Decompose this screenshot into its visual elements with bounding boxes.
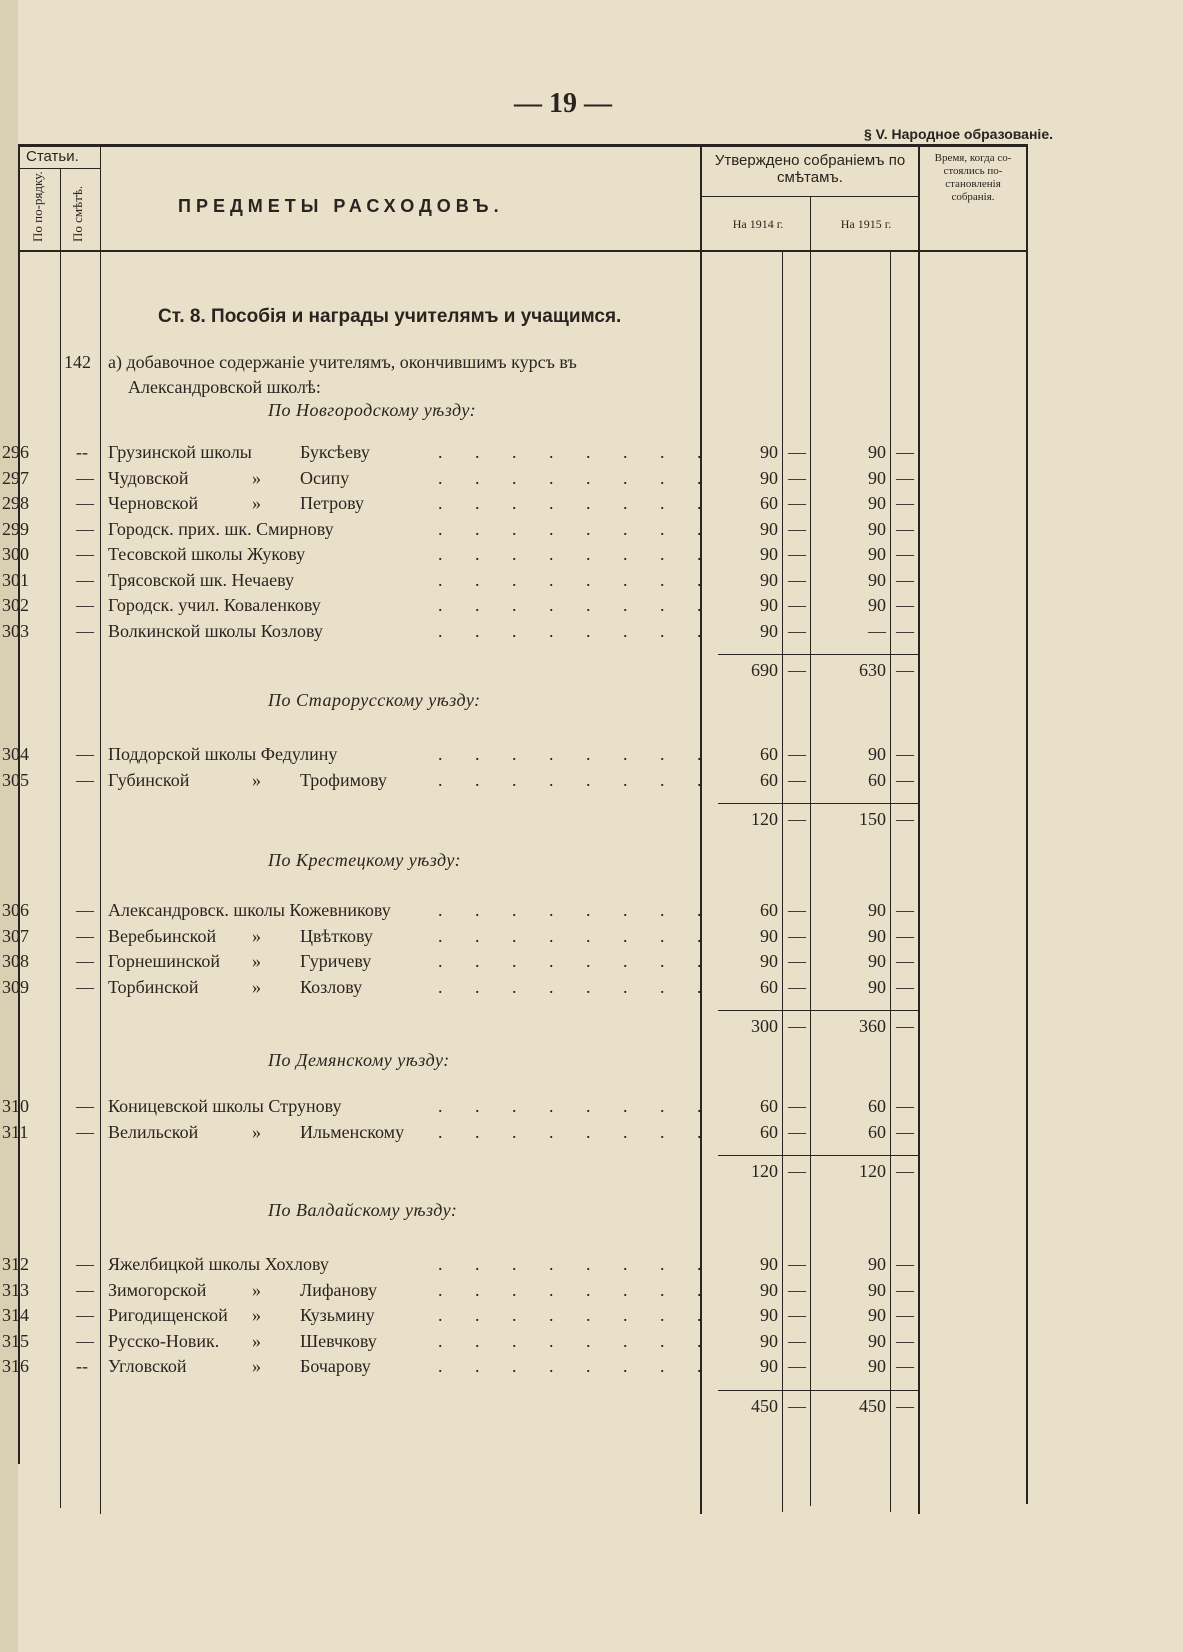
row-estimate-mark: — <box>76 925 94 946</box>
ditto-mark: » <box>252 1121 261 1142</box>
cents-1915: — <box>896 544 914 564</box>
cents-1915: — <box>896 900 914 920</box>
leader-dots: . . . . . . . . <box>438 620 716 641</box>
row-school: Трясовской шк. Нечаеву <box>108 569 294 590</box>
subtotal-cents-1914: — <box>788 1161 806 1181</box>
cents-1915: — <box>896 976 914 997</box>
value-1915: 90 <box>868 595 886 615</box>
table-row <box>2 951 1183 975</box>
table-row <box>2 1305 1183 1329</box>
value-1915: 90 <box>868 544 886 564</box>
cents-1914: — <box>788 769 806 790</box>
row-school: Коницевской школы Струнову <box>108 1096 342 1116</box>
cents-1915: — <box>896 744 914 764</box>
ditto-mark: » <box>252 769 261 790</box>
header-by-estimate: По смѣтѣ. <box>70 185 85 242</box>
cents-1915: — <box>896 518 914 539</box>
row-estimate-mark: — <box>76 900 94 920</box>
table-row <box>2 595 1183 619</box>
value-1915: 90 <box>868 900 886 920</box>
cents-1915: — <box>896 1279 914 1300</box>
row-school: Яжелбицкой школы Хохлову <box>108 1254 329 1274</box>
header-year-1914: На 1914 г. <box>732 217 784 231</box>
row-school: Губинской <box>108 769 190 790</box>
ditto-mark: » <box>252 925 261 946</box>
row-school: Зимогорской <box>108 1279 207 1300</box>
row-number: 310 <box>2 1096 29 1116</box>
cents-1915: — <box>896 769 914 790</box>
subtotal-1914: 450 <box>751 1395 778 1416</box>
leader-dots: . . . . . . . . <box>438 1121 716 1142</box>
row-number: 316 <box>2 1356 29 1376</box>
row-teacher: Лифанову <box>300 1279 378 1300</box>
value-1915: — <box>868 620 886 641</box>
cents-1914: — <box>788 900 806 920</box>
leader-dots: . . . . . . . . <box>438 467 716 488</box>
leader-dots: . . . . . . . . <box>438 951 716 971</box>
value-1914: 90 <box>760 467 778 488</box>
subtotal-rule <box>718 654 918 655</box>
row-number: 301 <box>2 569 29 590</box>
cents-1914: — <box>788 1356 806 1376</box>
subtotal-cents-1915: — <box>896 809 914 829</box>
leader-dots: . . . . . . . . <box>438 1356 716 1376</box>
subtotal-cents-1915: — <box>896 1395 914 1416</box>
row-estimate-mark: — <box>76 744 94 764</box>
subtotal-1914: 120 <box>751 809 778 829</box>
item-estimate-number: 142 <box>64 352 91 372</box>
cents-1915: — <box>896 595 914 615</box>
header-by-order: По по-рядку. <box>30 171 45 242</box>
row-teacher: Кузьмину <box>300 1305 375 1325</box>
subtotal-cents-1915: — <box>896 660 914 680</box>
leader-dots: . . . . . . . . <box>438 976 716 997</box>
table-row <box>2 620 1183 645</box>
ditto-mark: » <box>252 493 261 513</box>
subtotal-1914: 690 <box>751 660 778 680</box>
subtotal-cents-1915: — <box>896 1161 914 1181</box>
row-estimate-mark: -- <box>76 1356 88 1376</box>
row-estimate-mark: — <box>76 544 94 564</box>
cents-1914: — <box>788 951 806 971</box>
row-school: Русско-Новик. <box>108 1330 220 1351</box>
cents-1915: — <box>896 1330 914 1351</box>
subtotal-rule <box>718 1390 918 1391</box>
cents-1914: — <box>788 518 806 539</box>
table-row <box>2 442 1183 466</box>
row-estimate-mark: — <box>76 1305 94 1325</box>
subtotal-1915: 630 <box>859 660 886 680</box>
row-number: 313 <box>2 1279 29 1300</box>
row-estimate-mark: — <box>76 595 94 615</box>
row-school: Чудовской <box>108 467 189 488</box>
value-1914: 90 <box>760 1356 778 1376</box>
district-heading: По Крестецкому уѣзду: <box>268 850 462 870</box>
value-1915: 90 <box>868 1356 886 1376</box>
row-teacher: Козлову <box>300 976 363 997</box>
cents-1914: — <box>788 569 806 590</box>
row-estimate-mark: -- <box>76 442 88 462</box>
row-number: 314 <box>2 1305 29 1325</box>
row-teacher: Трофимову <box>300 769 387 790</box>
leader-dots: . . . . . . . . <box>438 769 716 790</box>
leader-dots: . . . . . . . . <box>438 1279 716 1300</box>
cents-1915: — <box>896 1356 914 1376</box>
row-school: Тесовской школы Жукову <box>108 544 306 564</box>
subtotal-cents-1914: — <box>788 1016 806 1036</box>
value-1914: 60 <box>760 1121 778 1142</box>
value-1914: 90 <box>760 544 778 564</box>
leader-dots: . . . . . . . . <box>438 1096 716 1116</box>
value-1914: 90 <box>760 925 778 946</box>
row-number: 304 <box>2 744 29 764</box>
row-teacher: Петрову <box>300 493 364 513</box>
row-estimate-mark: — <box>76 976 94 997</box>
row-number: 302 <box>2 595 29 615</box>
row-number: 296 <box>2 442 29 462</box>
row-number: 300 <box>2 544 29 564</box>
cents-1915: — <box>896 1121 914 1142</box>
document-page <box>2 0 1183 1652</box>
header-year-1915: На 1915 г. <box>840 217 892 231</box>
value-1915: 90 <box>868 925 886 946</box>
value-1914: 90 <box>760 569 778 590</box>
row-teacher: Осипу <box>300 467 350 488</box>
subtotal-cents-1915: — <box>896 1016 914 1036</box>
ditto-mark: » <box>252 1330 261 1351</box>
row-estimate-mark: — <box>76 493 94 513</box>
subtotal-1915: 150 <box>859 809 886 829</box>
value-1914: 90 <box>760 1330 778 1351</box>
section-title: § V. Народное образованіе. <box>864 126 1053 142</box>
value-1915: 90 <box>868 1305 886 1325</box>
cents-1914: — <box>788 1279 806 1300</box>
header-subjects: ПРЕДМЕТЫ РАСХОДОВЪ. <box>178 196 504 216</box>
cents-1914: — <box>788 442 806 462</box>
cents-1915: — <box>896 1305 914 1325</box>
ditto-mark: » <box>252 951 261 971</box>
leader-dots: . . . . . . . . <box>438 1330 716 1351</box>
cents-1914: — <box>788 1305 806 1325</box>
page-number: — 19 — <box>514 88 612 119</box>
row-school: Черновской <box>108 493 199 513</box>
table-row <box>2 744 1183 768</box>
value-1915: 90 <box>868 493 886 513</box>
ditto-mark: » <box>252 1279 261 1300</box>
row-estimate-mark: — <box>76 467 94 488</box>
row-school: Горнешинской <box>108 951 221 971</box>
row-school: Поддорской школы Федулину <box>108 744 338 764</box>
value-1914: 60 <box>760 1096 778 1116</box>
table-row <box>2 1356 1183 1380</box>
subtotal-rule <box>718 803 918 804</box>
value-1914: 90 <box>760 951 778 971</box>
leader-dots: . . . . . . . . <box>438 544 716 564</box>
subtotal-1914: 120 <box>751 1161 778 1181</box>
table-row <box>2 976 1183 1001</box>
value-1915: 90 <box>868 1279 886 1300</box>
table-row <box>2 900 1183 924</box>
district-heading: По Валдайскому уѣзду: <box>268 1200 458 1220</box>
leader-dots: . . . . . . . . <box>438 493 716 513</box>
row-teacher: Цвѣткову <box>300 925 373 946</box>
value-1915: 90 <box>868 518 886 539</box>
row-number: 315 <box>2 1330 29 1351</box>
cents-1914: — <box>788 744 806 764</box>
subtotal-cents-1914: — <box>788 660 806 680</box>
value-1914: 90 <box>760 620 778 641</box>
row-school: Ригодищенской <box>108 1305 228 1325</box>
header-bottom-rule <box>18 250 1028 252</box>
row-number: 297 <box>2 467 29 488</box>
leader-dots: . . . . . . . . <box>438 925 716 946</box>
articles-rule <box>18 168 100 169</box>
cents-1915: — <box>896 569 914 590</box>
cents-1914: — <box>788 1330 806 1351</box>
table-row <box>2 518 1183 543</box>
row-estimate-mark: — <box>76 1279 94 1300</box>
row-estimate-mark: — <box>76 951 94 971</box>
cents-1914: — <box>788 925 806 946</box>
cents-1914: — <box>788 1121 806 1142</box>
row-teacher: Гуричеву <box>300 951 372 971</box>
ditto-mark: » <box>252 976 261 997</box>
leader-dots: . . . . . . . . <box>438 518 716 539</box>
leader-dots: . . . . . . . . <box>438 744 716 764</box>
table-row <box>2 925 1183 950</box>
value-1914: 90 <box>760 1279 778 1300</box>
ditto-mark: » <box>252 1356 261 1376</box>
cents-1915: — <box>896 493 914 513</box>
value-1915: 90 <box>868 569 886 590</box>
value-1915: 90 <box>868 1330 886 1351</box>
subtotal-1914: 300 <box>751 1016 778 1036</box>
value-1915: 90 <box>868 467 886 488</box>
cents-1914: — <box>788 544 806 564</box>
value-1915: 90 <box>868 442 886 462</box>
cents-1915: — <box>896 1096 914 1116</box>
item-text-line-1: а) добавочное содержаніе учителямъ, окончившимъ курсъ въ <box>108 352 577 372</box>
value-1914: 90 <box>760 595 778 615</box>
table-row <box>2 1096 1183 1120</box>
row-teacher: Шевчкову <box>300 1330 377 1351</box>
row-number: 303 <box>2 620 29 641</box>
row-teacher: Буксѣеву <box>300 442 370 462</box>
row-number: 298 <box>2 493 29 513</box>
cents-1915: — <box>896 620 914 641</box>
row-estimate-mark: — <box>76 1121 94 1142</box>
table-row <box>2 467 1183 492</box>
cents-1915: — <box>896 467 914 488</box>
table-row <box>2 1279 1183 1304</box>
subtotal-1915: 360 <box>859 1016 886 1036</box>
cents-1914: — <box>788 1096 806 1116</box>
row-school: Александровск. школы Кожевникову <box>108 900 391 920</box>
value-1915: 60 <box>868 1096 886 1116</box>
row-number: 299 <box>2 518 29 539</box>
table-row <box>2 493 1183 517</box>
leader-dots: . . . . . . . . <box>438 442 716 462</box>
header-articles: Статьи. <box>26 148 79 165</box>
cents-1914: — <box>788 595 806 615</box>
leader-dots: . . . . . . . . <box>438 595 716 615</box>
cents-1914: — <box>788 493 806 513</box>
district-heading: По Демянскому уѣзду: <box>268 1050 450 1070</box>
leader-dots: . . . . . . . . <box>438 1254 716 1274</box>
district-heading: По Старорусскому уѣзду: <box>268 690 481 710</box>
row-estimate-mark: — <box>76 620 94 641</box>
row-estimate-mark: — <box>76 1254 94 1274</box>
table-row <box>2 569 1183 594</box>
row-school: Велильской <box>108 1121 199 1142</box>
row-number: 309 <box>2 976 29 997</box>
leader-dots: . . . . . . . . <box>438 900 716 920</box>
row-teacher: Бочарову <box>300 1356 371 1376</box>
cents-1914: — <box>788 620 806 641</box>
row-school: Веребьинской <box>108 925 217 946</box>
table-top-rule <box>18 144 1028 147</box>
ditto-mark: » <box>252 467 261 488</box>
cents-1914: — <box>788 1254 806 1274</box>
row-number: 307 <box>2 925 29 946</box>
table-row <box>2 769 1183 794</box>
cents-1915: — <box>896 1254 914 1274</box>
cents-1915: — <box>896 442 914 462</box>
item-text-line-2: Александровской школѣ: <box>128 377 321 397</box>
value-1915: 90 <box>868 976 886 997</box>
subtotal-1915: 450 <box>859 1395 886 1416</box>
approved-rule <box>700 196 918 197</box>
value-1914: 90 <box>760 1254 778 1274</box>
cents-1915: — <box>896 951 914 971</box>
row-teacher: Ильменскому <box>300 1121 405 1142</box>
row-estimate-mark: — <box>76 769 94 790</box>
article-title: Ст. 8. Пособія и награды учителямъ и учащимся. <box>158 306 622 327</box>
subtotal-1915: 120 <box>859 1161 886 1181</box>
row-school: Волкинской школы Козлову <box>108 620 323 641</box>
value-1914: 60 <box>760 493 778 513</box>
row-number: 312 <box>2 1254 29 1274</box>
subtotal-cents-1914: — <box>788 809 806 829</box>
subtotal-rule <box>718 1010 918 1011</box>
leader-dots: . . . . . . . . <box>438 569 716 590</box>
value-1914: 90 <box>760 442 778 462</box>
value-1914: 60 <box>760 976 778 997</box>
row-number: 305 <box>2 769 29 790</box>
row-school: Городск. прих. шк. Смирнову <box>108 518 334 539</box>
row-estimate-mark: — <box>76 569 94 590</box>
row-number: 311 <box>2 1121 29 1142</box>
table-row <box>2 1121 1183 1146</box>
subtotal-rule <box>718 1155 918 1156</box>
row-number: 308 <box>2 951 29 971</box>
table-row <box>2 1254 1183 1278</box>
row-school: Торбинской <box>108 976 199 997</box>
row-school: Угловской <box>108 1356 187 1376</box>
header-approved: Утверждено собраніемъ по смѣтамъ. <box>714 152 906 186</box>
leader-dots: . . . . . . . . <box>438 1305 716 1325</box>
value-1915: 90 <box>868 1254 886 1274</box>
value-1915: 90 <box>868 744 886 764</box>
value-1915: 60 <box>868 769 886 790</box>
row-school: Грузинской школы <box>108 442 252 462</box>
row-number: 306 <box>2 900 29 920</box>
row-estimate-mark: — <box>76 518 94 539</box>
ditto-mark: » <box>252 1305 261 1325</box>
value-1914: 60 <box>760 769 778 790</box>
table-row <box>2 544 1183 568</box>
header-time: Время, когда со-стоялись по-становленія собранія. <box>934 152 1012 203</box>
row-estimate-mark: — <box>76 1330 94 1351</box>
row-estimate-mark: — <box>76 1096 94 1116</box>
value-1915: 60 <box>868 1121 886 1142</box>
cents-1915: — <box>896 925 914 946</box>
subtotal-cents-1914: — <box>788 1395 806 1416</box>
value-1914: 90 <box>760 1305 778 1325</box>
cents-1914: — <box>788 976 806 997</box>
district-heading: По Новгородскому уѣзду: <box>268 400 477 420</box>
value-1914: 60 <box>760 744 778 764</box>
value-1915: 90 <box>868 951 886 971</box>
value-1914: 90 <box>760 518 778 539</box>
cents-1914: — <box>788 467 806 488</box>
row-school: Городск. учил. Коваленкову <box>108 595 321 615</box>
table-row <box>2 1330 1183 1355</box>
value-1914: 60 <box>760 900 778 920</box>
